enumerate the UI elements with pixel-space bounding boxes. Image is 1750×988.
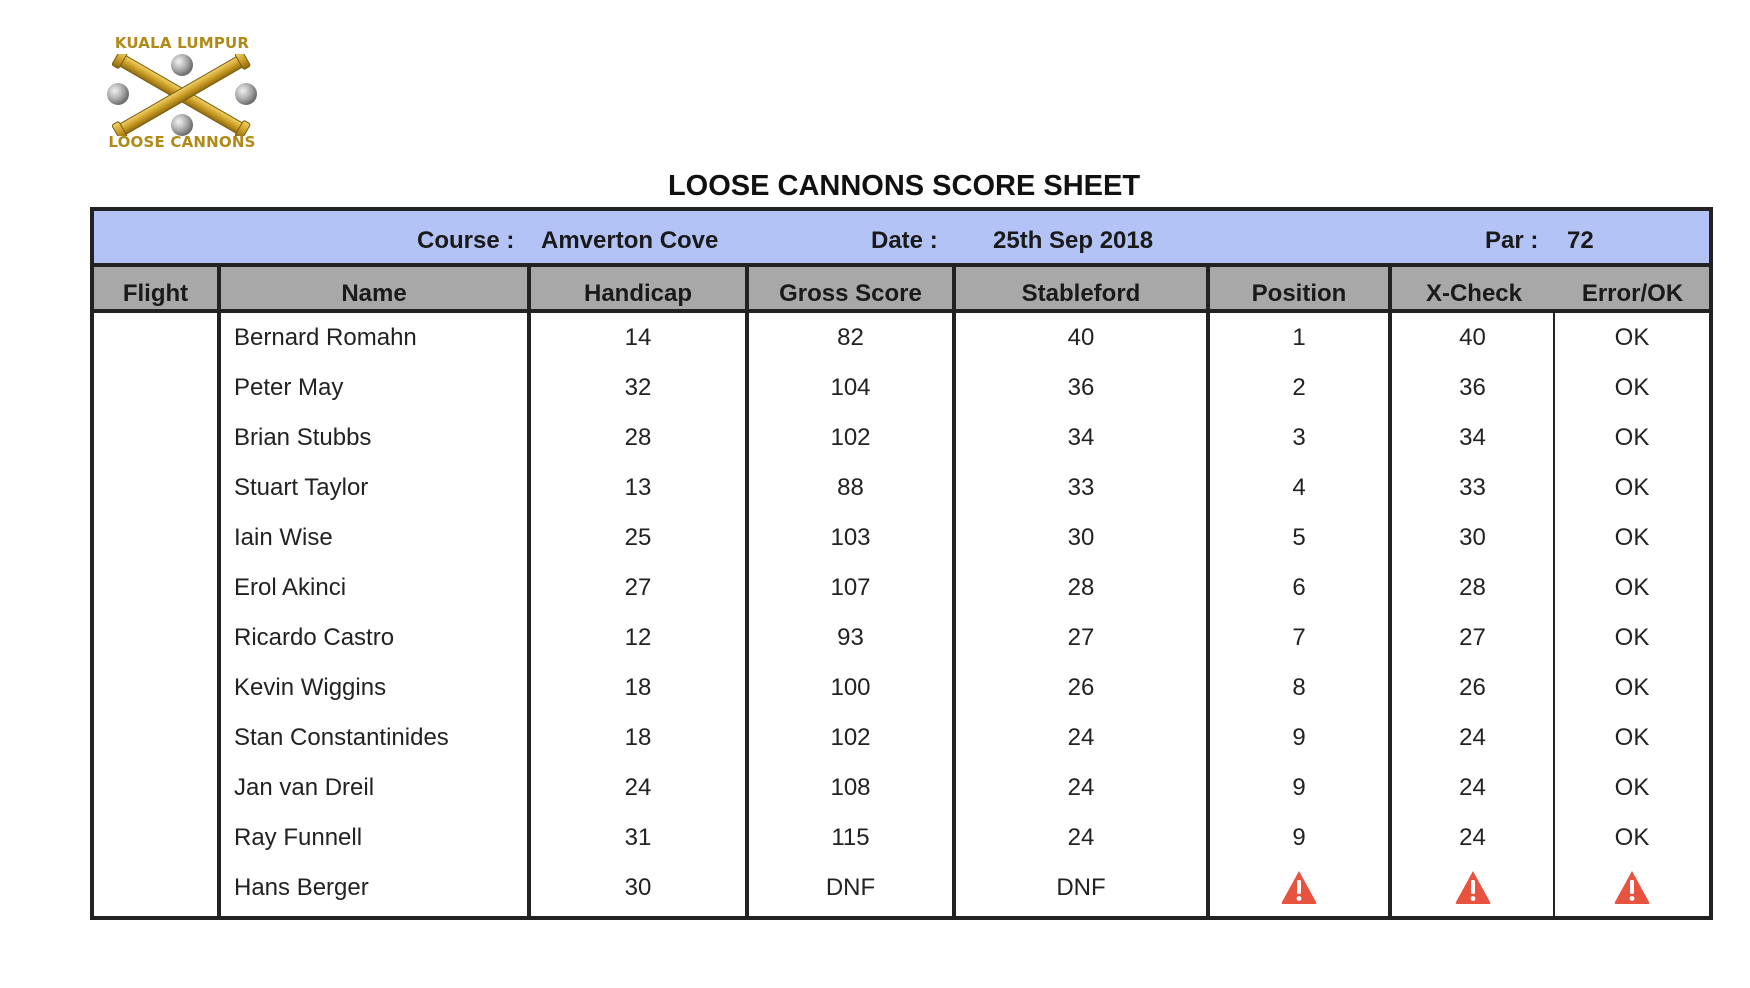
header-position: Position — [1251, 280, 1347, 307]
x-check-cell: 28 — [1459, 574, 1486, 601]
position-cell: 1 — [1292, 324, 1306, 351]
stableford-cell: 26 — [1067, 674, 1095, 701]
table-row — [94, 513, 1709, 563]
table-row — [94, 463, 1709, 513]
error-ok-cell: OK — [1614, 724, 1650, 751]
stableford-cell: 24 — [1067, 824, 1095, 851]
player-name: Brian Stubbs — [234, 424, 372, 451]
x-check-cell: 36 — [1459, 374, 1486, 401]
flight-cell — [94, 313, 217, 363]
stableford-cell: DNF — [1056, 874, 1106, 901]
player-name: Peter May — [234, 374, 344, 401]
header-gross-score: Gross Score — [779, 280, 922, 307]
gross-score-cell: 103 — [830, 524, 871, 551]
position-cell: 9 — [1292, 824, 1306, 851]
header-flight: Flight — [122, 280, 189, 307]
player-name: Kevin Wiggins — [234, 674, 387, 701]
logo-bottom-text: LOOSE CANNONS — [108, 133, 256, 151]
position-cell: 5 — [1292, 524, 1306, 551]
warning-icon — [1613, 869, 1651, 905]
handicap-cell: 32 — [624, 374, 652, 401]
club-logo — [98, 32, 266, 157]
header-error-ok: Error/OK — [1581, 280, 1684, 307]
flight-cell — [94, 513, 217, 563]
position-cell: 8 — [1292, 674, 1306, 701]
gross-score-cell: 107 — [830, 574, 871, 601]
handicap-cell: 14 — [624, 324, 652, 351]
stableford-cell: 30 — [1067, 524, 1095, 551]
gross-score-cell: DNF — [825, 874, 876, 901]
x-check-cell: 26 — [1459, 674, 1486, 701]
player-name: Jan van Dreil — [234, 774, 375, 801]
x-check-cell: 24 — [1459, 824, 1486, 851]
date-value: 25th Sep 2018 — [993, 227, 1154, 254]
gross-score-cell: 102 — [830, 724, 871, 751]
table-row — [94, 563, 1709, 613]
stableford-cell: 40 — [1067, 324, 1095, 351]
gross-score-cell: 104 — [830, 374, 871, 401]
table-row — [94, 313, 1709, 363]
course-value: Amverton Cove — [541, 227, 719, 254]
course-label: Course : — [417, 227, 515, 254]
gross-score-cell: 93 — [837, 624, 864, 651]
error-ok-cell: OK — [1614, 424, 1650, 451]
table-row — [94, 613, 1709, 663]
table-row — [94, 813, 1709, 863]
header-row — [94, 267, 1709, 313]
player-name: Ricardo Castro — [234, 624, 395, 651]
position-cell: 6 — [1292, 574, 1306, 601]
error-ok-cell: OK — [1614, 824, 1650, 851]
header-handicap: Handicap — [583, 280, 693, 307]
player-name: Hans Berger — [234, 874, 369, 901]
handicap-cell: 12 — [624, 624, 652, 651]
position-cell: 7 — [1292, 624, 1306, 651]
flight-cell — [94, 413, 217, 463]
stableford-cell: 28 — [1067, 574, 1095, 601]
gross-score-cell: 115 — [831, 824, 870, 851]
x-check-cell: 30 — [1459, 524, 1486, 551]
gross-score-cell: 88 — [837, 474, 864, 501]
table-row — [94, 763, 1709, 813]
handicap-cell: 25 — [624, 524, 652, 551]
handicap-cell: 31 — [624, 824, 652, 851]
flight-cell — [94, 463, 217, 513]
x-check-cell: 24 — [1459, 774, 1486, 801]
course-info-bar — [94, 211, 1709, 267]
position-cell: 4 — [1292, 474, 1306, 501]
stableford-cell: 24 — [1067, 774, 1095, 801]
page-title: LOOSE CANNONS SCORE SHEET — [667, 170, 1141, 202]
par-label: Par : — [1485, 227, 1539, 254]
error-ok-cell: OK — [1614, 624, 1650, 651]
stableford-cell: 24 — [1067, 724, 1095, 751]
flight-cell — [94, 763, 217, 813]
header-x-check: X-Check — [1425, 280, 1523, 307]
handicap-cell: 18 — [624, 674, 652, 701]
position-cell: 9 — [1292, 724, 1306, 751]
logo-top-text: KUALA LUMPUR — [114, 34, 250, 52]
error-ok-cell: OK — [1614, 774, 1650, 801]
player-name: Iain Wise — [234, 524, 333, 551]
position-cell: 3 — [1292, 424, 1306, 451]
handicap-cell: 28 — [624, 424, 652, 451]
score-rows — [94, 313, 1709, 913]
error-ok-cell: OK — [1614, 374, 1650, 401]
gross-score-cell: 100 — [830, 674, 871, 701]
handicap-cell: 27 — [624, 574, 652, 601]
x-check-cell — [1392, 863, 1553, 913]
stableford-cell: 33 — [1067, 474, 1095, 501]
header-stableford: Stableford — [1021, 280, 1141, 307]
flight-cell — [94, 663, 217, 713]
par-value: 72 — [1567, 227, 1594, 254]
flight-cell — [94, 863, 217, 913]
flight-cell — [94, 563, 217, 613]
error-ok-cell: OK — [1614, 524, 1650, 551]
player-name: Erol Akinci — [234, 574, 347, 601]
handicap-cell: 18 — [624, 724, 652, 751]
gross-score-cell: 102 — [830, 424, 871, 451]
score-table — [90, 207, 1713, 920]
x-check-cell: 40 — [1459, 324, 1486, 351]
table-row — [94, 363, 1709, 413]
position-cell: 9 — [1292, 774, 1306, 801]
position-cell — [1210, 863, 1388, 913]
player-name: Bernard Romahn — [234, 324, 417, 351]
table-row — [94, 863, 1709, 913]
flight-cell — [94, 713, 217, 763]
warning-icon — [1280, 869, 1318, 905]
table-row — [94, 413, 1709, 463]
error-ok-cell — [1555, 863, 1709, 913]
player-name: Stan Constantinides — [234, 724, 449, 751]
player-name: Stuart Taylor — [234, 474, 369, 501]
error-ok-cell: OK — [1614, 324, 1650, 351]
position-cell: 2 — [1292, 374, 1306, 401]
handicap-cell: 24 — [624, 774, 652, 801]
table-row — [94, 663, 1709, 713]
flight-cell — [94, 363, 217, 413]
table-row — [94, 713, 1709, 763]
x-check-cell: 33 — [1459, 474, 1486, 501]
date-label: Date : — [871, 227, 938, 254]
error-ok-cell: OK — [1614, 474, 1650, 501]
error-ok-cell: OK — [1614, 674, 1650, 701]
stableford-cell: 36 — [1067, 374, 1095, 401]
stableford-cell: 27 — [1067, 624, 1095, 651]
gross-score-cell: 82 — [837, 324, 864, 351]
handicap-cell: 30 — [624, 874, 652, 901]
flight-cell — [94, 613, 217, 663]
x-check-cell: 24 — [1459, 724, 1486, 751]
stableford-cell: 34 — [1067, 424, 1095, 451]
flight-cell — [94, 813, 217, 863]
x-check-cell: 34 — [1459, 424, 1486, 451]
x-check-cell: 27 — [1459, 624, 1486, 651]
player-name: Ray Funnell — [234, 824, 363, 851]
error-ok-cell: OK — [1614, 574, 1650, 601]
header-name: Name — [341, 280, 407, 307]
gross-score-cell: 108 — [830, 774, 871, 801]
handicap-cell: 13 — [624, 474, 652, 501]
crossed-cannons-icon — [98, 54, 266, 136]
warning-icon — [1454, 869, 1492, 905]
